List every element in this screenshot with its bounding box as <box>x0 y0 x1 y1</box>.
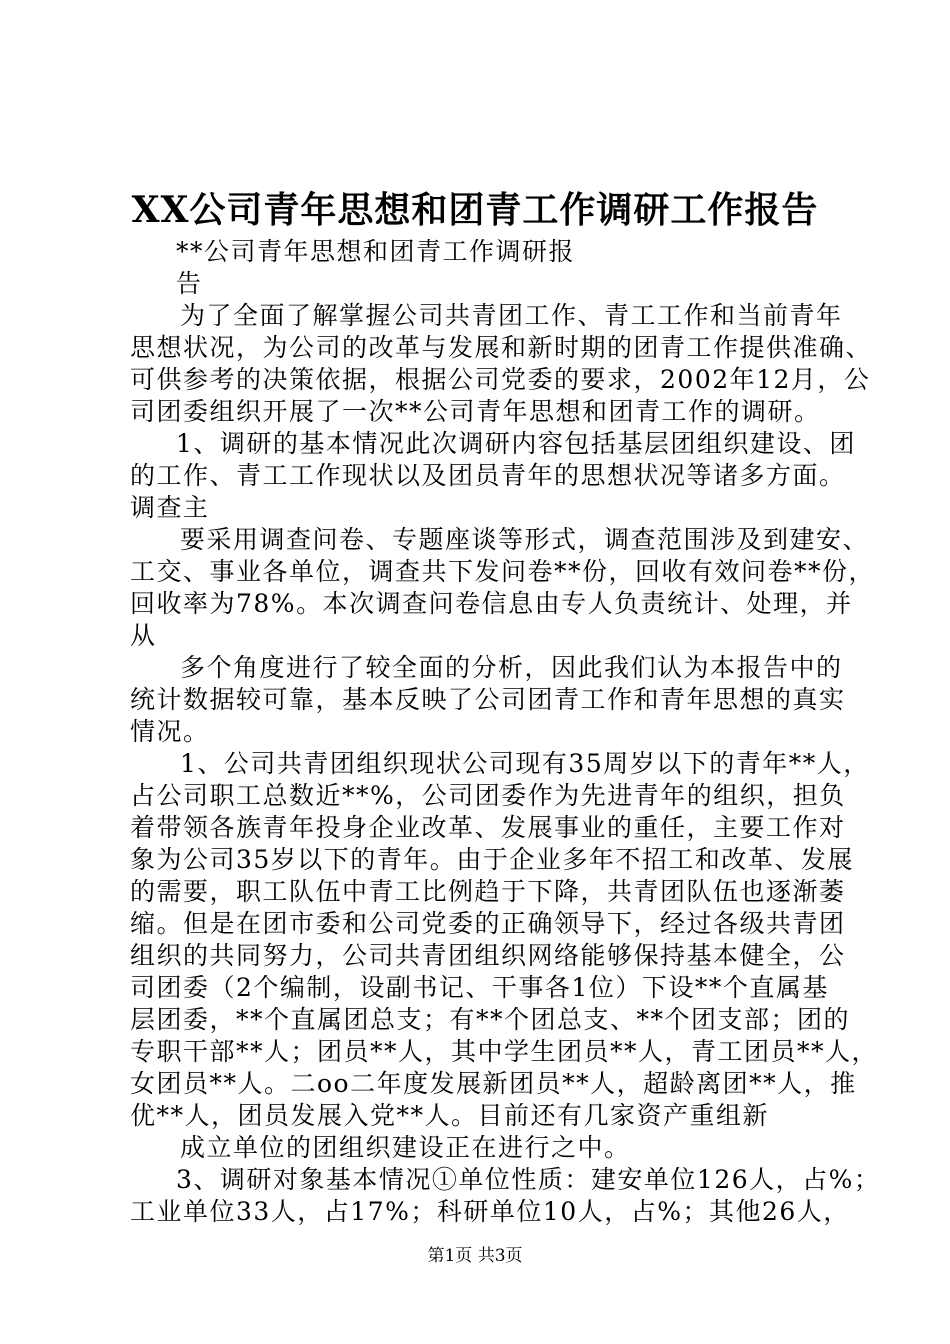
body-line: 着带领各族青年投身企业改革、发展事业的重任，主要工作对 <box>130 813 846 842</box>
body-line: 缩。但是在团市委和公司党委的正确领导下，经过各级共青团 <box>130 909 846 938</box>
body-line: 成立单位的团组织建设正在进行之中。 <box>180 1133 631 1162</box>
body-line: 为了全面了解掌握公司共青团工作、青工工作和当前青年 <box>180 301 843 330</box>
body-line: 象为公司35岁以下的青年。由于企业多年不招工和改革、发展 <box>130 845 854 874</box>
body-line: 司团委组织开展了一次**公司青年思想和团青工作的调研。 <box>130 397 821 426</box>
body-line: 专职干部**人；团员**人，其中学生团员**人，青工团员**人， <box>130 1037 879 1066</box>
body-line: 情况。 <box>130 717 210 746</box>
body-line: 回收率为78%。本次调查问卷信息由专人负责统计、处理，并 <box>130 589 853 618</box>
body-line: 层团委，**个直属团总支；有**个团总支、**个团支部；团的 <box>130 1005 851 1034</box>
body-line: 1、公司共青团组织现状公司现有35周岁以下的青年**人， <box>180 749 870 778</box>
body-line: 要采用调查问卷、专题座谈等形式，调查范围涉及到建安、 <box>180 525 870 554</box>
body-line: **公司青年思想和团青工作调研报 <box>176 237 576 266</box>
document-title: XX公司青年思想和团青工作调研工作报告 <box>131 189 819 231</box>
body-line: 占公司职工总数近**%，公司团委作为先进青年的组织，担负 <box>130 781 846 810</box>
body-line: 司团委（2个编制，设副书记、干事各1位）下设**个直属基 <box>130 973 829 1002</box>
body-line: 从 <box>130 621 157 650</box>
body-line: 的工作、青工工作现状以及团员青年的思想状况等诸多方面。 <box>130 461 846 490</box>
body-line: 统计数据较可靠，基本反映了公司团青工作和青年思想的真实 <box>130 685 846 714</box>
body-line: 女团员**人。二oo二年度发展新团员**人，超龄离团**人，推 <box>130 1069 857 1098</box>
body-line: 的需要，职工队伍中青工比例趋于下降，共青团队伍也逐渐萎 <box>130 877 846 906</box>
body-line: 3、调研对象基本情况①单位性质：建安单位126人，占%； <box>176 1165 881 1194</box>
page-number-footer: 第1页 共3页 <box>427 1246 523 1266</box>
body-line: 调查主 <box>130 493 210 522</box>
body-line: 思想状况，为公司的改革与发展和新时期的团青工作提供准确、 <box>130 333 873 362</box>
body-line: 优**人，团员发展入党**人。目前还有几家资产重组新 <box>130 1101 770 1130</box>
body-line: 工交、事业各单位，调查共下发问卷**份，回收有效问卷**份， <box>130 557 876 586</box>
body-line: 多个角度进行了较全面的分析，因此我们认为本报告中的 <box>180 653 843 682</box>
body-line: 告 <box>176 269 203 298</box>
body-line: 可供参考的决策依据，根据公司党委的要求，2002年12月，公 <box>130 365 871 394</box>
body-line: 1、调研的基本情况此次调研内容包括基层团组织建设、团 <box>176 429 856 458</box>
body-line: 组织的共同努力，公司共青团组织网络能够保持基本健全，公 <box>130 941 846 970</box>
body-line: 工业单位33人，占17%；科研单位10人，占%；其他26人， <box>130 1197 850 1226</box>
